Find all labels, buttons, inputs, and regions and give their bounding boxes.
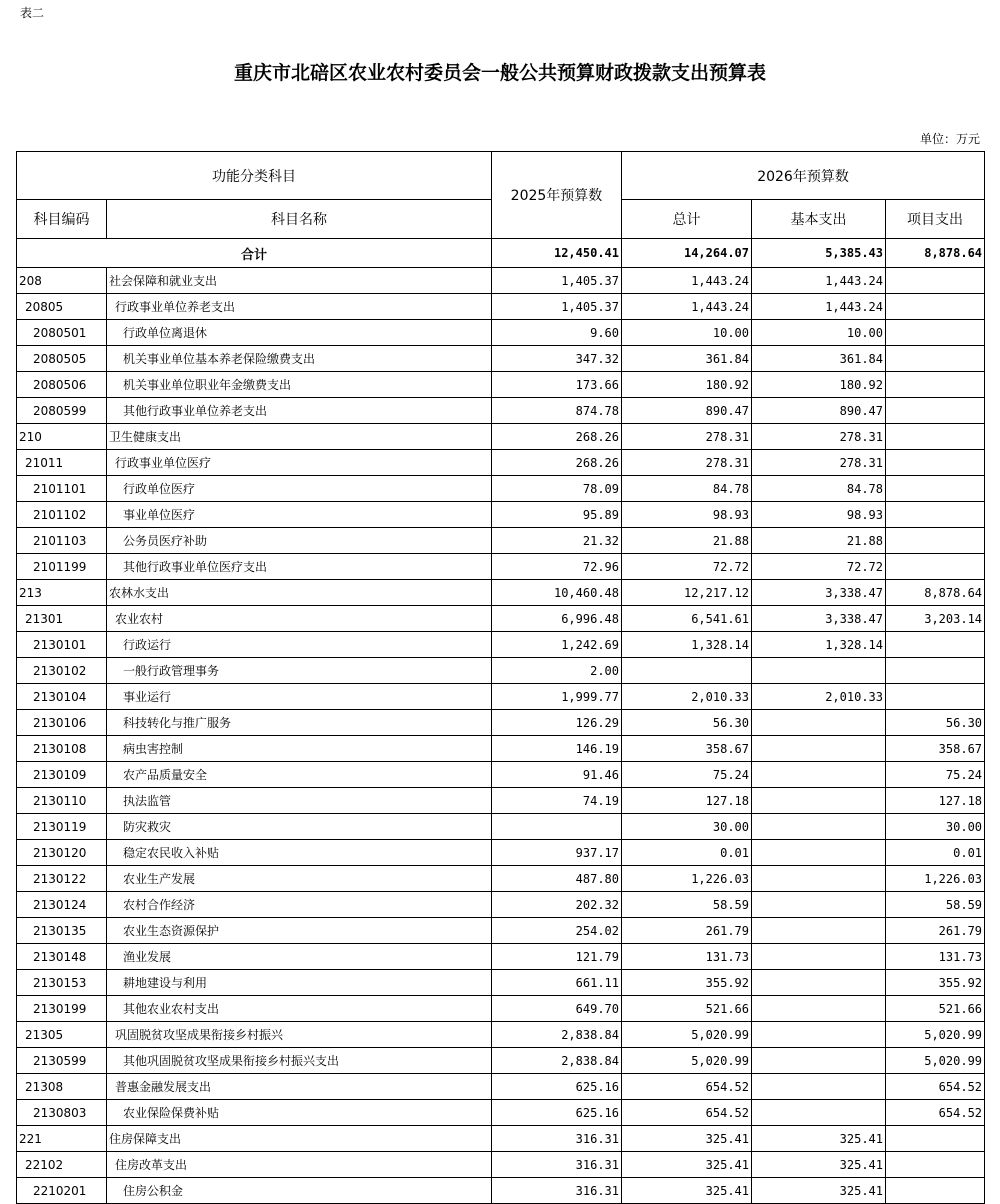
header-2026: 2026年预算数 (622, 152, 985, 200)
value-2025: 316.31 (492, 1152, 622, 1178)
name-cell: 社会保障和就业支出 (107, 268, 492, 294)
value-total: 127.18 (622, 788, 752, 814)
value-basic (752, 814, 886, 840)
name-cell: 行政运行 (107, 632, 492, 658)
value-project: 358.67 (886, 736, 985, 762)
table-row (17, 762, 985, 788)
header-code: 科目编码 (17, 200, 107, 239)
table-row (17, 294, 985, 320)
value-basic: 890.47 (752, 398, 886, 424)
value-total: 180.92 (622, 372, 752, 398)
value-basic (752, 1022, 886, 1048)
value-total: 521.66 (622, 996, 752, 1022)
name-cell: 其他行政事业单位医疗支出 (107, 554, 492, 580)
value-project (886, 450, 985, 476)
value-2025: 9.60 (492, 320, 622, 346)
code-cell: 2130109 (17, 762, 107, 788)
code-cell: 2130106 (17, 710, 107, 736)
code-cell: 21301 (17, 606, 107, 632)
value-basic: 72.72 (752, 554, 886, 580)
code-cell: 21011 (17, 450, 107, 476)
code-cell: 21308 (17, 1074, 107, 1100)
value-total: 5,020.99 (622, 1048, 752, 1074)
name-cell: 耕地建设与利用 (107, 970, 492, 996)
value-total: 10.00 (622, 320, 752, 346)
code-cell: 2130803 (17, 1100, 107, 1126)
value-2025: 1,242.69 (492, 632, 622, 658)
value-project (886, 294, 985, 320)
value-project: 75.24 (886, 762, 985, 788)
value-total: 21.88 (622, 528, 752, 554)
table-row (17, 892, 985, 918)
value-total: 75.24 (622, 762, 752, 788)
table-row (17, 476, 985, 502)
value-basic (752, 918, 886, 944)
value-basic: 84.78 (752, 476, 886, 502)
value-2025: 121.79 (492, 944, 622, 970)
value-2025: 268.26 (492, 424, 622, 450)
value-total: 1,443.24 (622, 294, 752, 320)
value-project: 5,020.99 (886, 1048, 985, 1074)
total-2025: 12,450.41 (492, 239, 622, 268)
table-row (17, 580, 985, 606)
value-project (886, 1152, 985, 1178)
code-cell: 2101101 (17, 476, 107, 502)
value-project: 8,878.64 (886, 580, 985, 606)
value-basic (752, 762, 886, 788)
name-cell: 其他巩固脱贫攻坚成果衔接乡村振兴支出 (107, 1048, 492, 1074)
value-2025: 661.11 (492, 970, 622, 996)
table-row (17, 1022, 985, 1048)
total-row (17, 239, 985, 268)
value-basic (752, 736, 886, 762)
table-row (17, 554, 985, 580)
name-cell: 巩固脱贫攻坚成果衔接乡村振兴 (107, 1022, 492, 1048)
name-cell: 行政单位离退休 (107, 320, 492, 346)
code-cell: 2130153 (17, 970, 107, 996)
value-total: 355.92 (622, 970, 752, 996)
table-label: 表二 (20, 6, 45, 20)
value-2025: 1,405.37 (492, 294, 622, 320)
name-cell: 渔业发展 (107, 944, 492, 970)
value-total: 0.01 (622, 840, 752, 866)
table-row (17, 398, 985, 424)
value-project: 261.79 (886, 918, 985, 944)
value-project (886, 268, 985, 294)
name-cell: 事业单位医疗 (107, 502, 492, 528)
table-row (17, 866, 985, 892)
value-2025: 316.31 (492, 1178, 622, 1204)
name-cell: 一般行政管理事务 (107, 658, 492, 684)
value-project (886, 684, 985, 710)
value-total: 72.72 (622, 554, 752, 580)
budget-table (16, 151, 985, 1204)
value-total: 261.79 (622, 918, 752, 944)
value-project (886, 372, 985, 398)
code-cell: 2130122 (17, 866, 107, 892)
value-total: 84.78 (622, 476, 752, 502)
value-total: 654.52 (622, 1074, 752, 1100)
value-2025: 2,838.84 (492, 1048, 622, 1074)
value-2025: 72.96 (492, 554, 622, 580)
value-basic (752, 710, 886, 736)
value-basic: 278.31 (752, 424, 886, 450)
table-row (17, 1178, 985, 1204)
value-2025: 202.32 (492, 892, 622, 918)
name-cell: 住房公积金 (107, 1178, 492, 1204)
code-cell: 210 (17, 424, 107, 450)
name-cell: 行政事业单位医疗 (107, 450, 492, 476)
value-2025: 21.32 (492, 528, 622, 554)
value-project (886, 528, 985, 554)
value-basic (752, 970, 886, 996)
value-total: 654.52 (622, 1100, 752, 1126)
code-cell: 2101199 (17, 554, 107, 580)
value-basic: 1,328.14 (752, 632, 886, 658)
value-2025 (492, 814, 622, 840)
value-2025: 146.19 (492, 736, 622, 762)
code-cell: 22102 (17, 1152, 107, 1178)
table-row (17, 424, 985, 450)
value-total: 12,217.12 (622, 580, 752, 606)
value-2025: 74.19 (492, 788, 622, 814)
value-total: 278.31 (622, 424, 752, 450)
value-2025: 78.09 (492, 476, 622, 502)
value-project: 654.52 (886, 1074, 985, 1100)
value-total: 278.31 (622, 450, 752, 476)
code-cell: 2080501 (17, 320, 107, 346)
value-basic (752, 1074, 886, 1100)
code-cell: 213 (17, 580, 107, 606)
value-basic: 180.92 (752, 372, 886, 398)
code-cell: 2080505 (17, 346, 107, 372)
value-total: 361.84 (622, 346, 752, 372)
value-2025: 1,405.37 (492, 268, 622, 294)
code-cell: 2130148 (17, 944, 107, 970)
name-cell: 住房改革支出 (107, 1152, 492, 1178)
value-basic (752, 996, 886, 1022)
value-basic: 3,338.47 (752, 580, 886, 606)
code-cell: 2130108 (17, 736, 107, 762)
value-basic: 1,443.24 (752, 294, 886, 320)
unit-label: 单位：万元 (919, 132, 980, 146)
value-project: 0.01 (886, 840, 985, 866)
value-project (886, 632, 985, 658)
name-cell: 农业生产发展 (107, 866, 492, 892)
value-basic: 98.93 (752, 502, 886, 528)
table-row (17, 840, 985, 866)
value-total: 358.67 (622, 736, 752, 762)
value-project (886, 1178, 985, 1204)
value-project: 3,203.14 (886, 606, 985, 632)
name-cell: 机关事业单位基本养老保险缴费支出 (107, 346, 492, 372)
value-2025: 268.26 (492, 450, 622, 476)
table-row (17, 528, 985, 554)
value-total: 1,226.03 (622, 866, 752, 892)
name-cell: 住房保障支出 (107, 1126, 492, 1152)
name-cell: 普惠金融发展支出 (107, 1074, 492, 1100)
table-row (17, 788, 985, 814)
code-cell: 2130102 (17, 658, 107, 684)
value-project: 5,020.99 (886, 1022, 985, 1048)
code-cell: 2130104 (17, 684, 107, 710)
value-basic: 325.41 (752, 1126, 886, 1152)
code-cell: 2130110 (17, 788, 107, 814)
value-2025: 937.17 (492, 840, 622, 866)
name-cell: 病虫害控制 (107, 736, 492, 762)
value-basic: 325.41 (752, 1152, 886, 1178)
value-2025: 91.46 (492, 762, 622, 788)
value-2025: 347.32 (492, 346, 622, 372)
name-cell: 其他行政事业单位养老支出 (107, 398, 492, 424)
value-project (886, 476, 985, 502)
value-total: 58.59 (622, 892, 752, 918)
name-cell: 农产品质量安全 (107, 762, 492, 788)
value-project: 355.92 (886, 970, 985, 996)
name-cell: 机关事业单位职业年金缴费支出 (107, 372, 492, 398)
value-total: 131.73 (622, 944, 752, 970)
value-basic: 10.00 (752, 320, 886, 346)
value-basic (752, 892, 886, 918)
table-row (17, 684, 985, 710)
value-2025: 10,460.48 (492, 580, 622, 606)
code-cell: 221 (17, 1126, 107, 1152)
table-row (17, 996, 985, 1022)
value-2025: 126.29 (492, 710, 622, 736)
code-cell: 20805 (17, 294, 107, 320)
value-basic: 1,443.24 (752, 268, 886, 294)
header-project: 项目支出 (886, 200, 985, 239)
table-row (17, 658, 985, 684)
code-cell: 2210201 (17, 1178, 107, 1204)
value-2025: 1,999.77 (492, 684, 622, 710)
name-cell: 行政事业单位养老支出 (107, 294, 492, 320)
value-basic (752, 1048, 886, 1074)
value-project (886, 320, 985, 346)
value-2025: 649.70 (492, 996, 622, 1022)
value-basic (752, 658, 886, 684)
code-cell: 2130120 (17, 840, 107, 866)
code-cell: 2130101 (17, 632, 107, 658)
header-name: 科目名称 (107, 200, 492, 239)
value-2025: 2.00 (492, 658, 622, 684)
value-total: 30.00 (622, 814, 752, 840)
table-row (17, 944, 985, 970)
value-basic: 21.88 (752, 528, 886, 554)
value-total: 1,443.24 (622, 268, 752, 294)
table-row (17, 346, 985, 372)
value-2025: 487.80 (492, 866, 622, 892)
value-total: 5,020.99 (622, 1022, 752, 1048)
code-cell: 2101103 (17, 528, 107, 554)
name-cell: 卫生健康支出 (107, 424, 492, 450)
table-row (17, 710, 985, 736)
code-cell: 2080599 (17, 398, 107, 424)
table-row (17, 1048, 985, 1074)
value-total (622, 658, 752, 684)
name-cell: 稳定农民收入补贴 (107, 840, 492, 866)
value-total: 325.41 (622, 1152, 752, 1178)
table-row (17, 970, 985, 996)
name-cell: 农业农村 (107, 606, 492, 632)
value-project: 56.30 (886, 710, 985, 736)
table-row (17, 1126, 985, 1152)
value-basic (752, 866, 886, 892)
table-row (17, 372, 985, 398)
value-basic (752, 1100, 886, 1126)
value-total: 325.41 (622, 1126, 752, 1152)
page-title: 重庆市北碚区农业农村委员会一般公共预算财政拨款支出预算表 (233, 62, 766, 84)
code-cell: 2130599 (17, 1048, 107, 1074)
value-project: 131.73 (886, 944, 985, 970)
code-cell: 2101102 (17, 502, 107, 528)
table-row (17, 632, 985, 658)
name-cell: 其他农业农村支出 (107, 996, 492, 1022)
table-row (17, 1152, 985, 1178)
value-total: 325.41 (622, 1178, 752, 1204)
value-2025: 874.78 (492, 398, 622, 424)
value-project (886, 658, 985, 684)
value-basic: 361.84 (752, 346, 886, 372)
code-cell: 2080506 (17, 372, 107, 398)
name-cell: 行政单位医疗 (107, 476, 492, 502)
value-2025: 316.31 (492, 1126, 622, 1152)
value-project: 1,226.03 (886, 866, 985, 892)
table-row (17, 320, 985, 346)
table-row (17, 450, 985, 476)
name-cell: 农业生态资源保护 (107, 918, 492, 944)
value-2025: 173.66 (492, 372, 622, 398)
value-project (886, 554, 985, 580)
value-basic (752, 944, 886, 970)
value-basic (752, 840, 886, 866)
name-cell: 执法监管 (107, 788, 492, 814)
value-2025: 254.02 (492, 918, 622, 944)
table-row (17, 918, 985, 944)
value-project: 30.00 (886, 814, 985, 840)
value-2025: 95.89 (492, 502, 622, 528)
value-2025: 625.16 (492, 1074, 622, 1100)
code-cell: 2130199 (17, 996, 107, 1022)
value-total: 890.47 (622, 398, 752, 424)
value-total: 1,328.14 (622, 632, 752, 658)
value-project (886, 424, 985, 450)
value-total: 6,541.61 (622, 606, 752, 632)
table-row (17, 814, 985, 840)
value-basic (752, 788, 886, 814)
name-cell: 农业保险保费补贴 (107, 1100, 492, 1126)
name-cell: 科技转化与推广服务 (107, 710, 492, 736)
value-project: 521.66 (886, 996, 985, 1022)
value-basic: 3,338.47 (752, 606, 886, 632)
table-row (17, 606, 985, 632)
name-cell: 公务员医疗补助 (107, 528, 492, 554)
value-2025: 6,996.48 (492, 606, 622, 632)
value-project (886, 1126, 985, 1152)
table-row (17, 268, 985, 294)
total-basic: 5,385.43 (752, 239, 886, 268)
value-total: 2,010.33 (622, 684, 752, 710)
value-total: 98.93 (622, 502, 752, 528)
table-row (17, 736, 985, 762)
value-basic: 2,010.33 (752, 684, 886, 710)
value-2025: 2,838.84 (492, 1022, 622, 1048)
total-label: 合计 (17, 239, 492, 268)
value-basic: 325.41 (752, 1178, 886, 1204)
code-cell: 208 (17, 268, 107, 294)
code-cell: 2130135 (17, 918, 107, 944)
table-row (17, 502, 985, 528)
name-cell: 防灾救灾 (107, 814, 492, 840)
value-basic: 278.31 (752, 450, 886, 476)
table-row (17, 1100, 985, 1126)
name-cell: 农村合作经济 (107, 892, 492, 918)
value-project: 58.59 (886, 892, 985, 918)
value-project (886, 346, 985, 372)
total-total: 14,264.07 (622, 239, 752, 268)
name-cell: 事业运行 (107, 684, 492, 710)
value-project: 127.18 (886, 788, 985, 814)
value-project (886, 502, 985, 528)
name-cell: 农林水支出 (107, 580, 492, 606)
table-row (17, 1074, 985, 1100)
code-cell: 2130124 (17, 892, 107, 918)
header-2025: 2025年预算数 (492, 152, 622, 239)
value-project: 654.52 (886, 1100, 985, 1126)
header-total: 总计 (622, 200, 752, 239)
code-cell: 21305 (17, 1022, 107, 1048)
value-total: 56.30 (622, 710, 752, 736)
value-project (886, 398, 985, 424)
value-2025: 625.16 (492, 1100, 622, 1126)
header-basic: 基本支出 (752, 200, 886, 239)
total-project: 8,878.64 (886, 239, 985, 268)
header-func-group: 功能分类科目 (17, 152, 492, 200)
code-cell: 2130119 (17, 814, 107, 840)
